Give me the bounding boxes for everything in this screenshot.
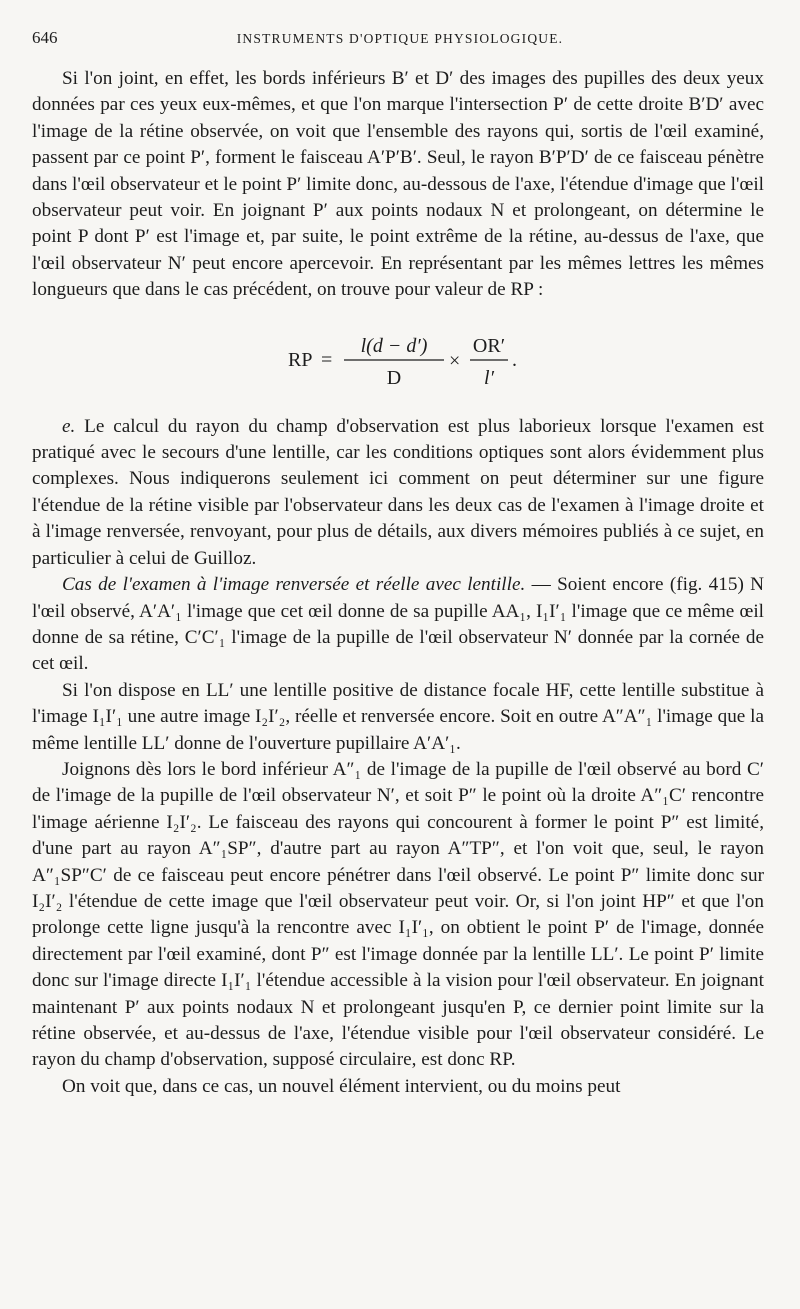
formula-denominator-1: D — [386, 366, 402, 389]
formula-equals: = — [321, 348, 333, 371]
paragraph-4: Si l'on dispose en LL′ une lentille positive de distance focale HF, cette lentille substitue à l'image I₁I′₁ une autre image I₂I′₂, réelle et renversée encore. Soit en outre A″A″₁ l'image que la même lentille LL′ donne de l'ouverture pupillaire A′A′₁. — [32, 679, 764, 754]
page-header — [32, 28, 768, 52]
formula-numerator-2: OR′ — [472, 334, 506, 357]
paragraph-2-label: e. — [62, 415, 76, 437]
formula-end: . — [512, 348, 517, 371]
paragraph-2 — [32, 414, 764, 572]
paragraph-2-text: Le calcul du rayon du champ d'observation est plus laborieux lorsque l'examen est pratiqué avec le secours d'une lentille, car les conditions optiques sont alors évidemment plus complexes. Nous indiquerons seulement ici comment on peut déterminer sur une figure l'étendue de la rétine visible par l'observateur dans les deux cas de l'examen à l'image droite et à l'image renversée, renvoyant, pour plus de détails, aux divers mémoires publiés à ce sujet, en particulier à celui de Guilloz. — [32, 415, 764, 569]
page-number: 646 — [32, 28, 58, 47]
paragraph-5: Joignons dès lors le bord inférieur A″₁ de l'image de la pupille de l'œil observé au bord C′ de l'image de la pupille de l'œil observateur N′, et soit P″ le point où la droite A″₁C′ rencontre l'image aérienne I₂I′₂. Le faisceau des rayons qui concourent à former le point P″ est limité, d'une part au rayon A″₁SP″, d'autre part au rayon A″TP″, et l'on voit que, seul, le rayon A″₁SP″C′ de ce faisceau peut encore pénétrer dans l'œil observé. Le point P″ limite donc sur I₂I′₂ l'étendue de cette image que l'œil observateur peut voir. Or, si l'on joint HP″ et que l'on prolonge cette ligne jusqu'à la rencontre avec I₁I′₁, on obtient le point P′ de l'image, donnée directement par l'œil examiné, dont P″ est l'image donnée par la lentille LL′. Le point P′ limite donc sur l'image directe I₁I′₁ l'étendue accessible à la vision pour l'œil observateur. En joignant maintenant P′ aux points nodaux N et prolongeant jusqu'en P, ce dernier point limite sur la rétine observée, et au-dessus de l'axe, l'étendue visible pour l'œil observateur considéré. Le rayon du champ d'observation, supposé circulaire, est donc RP. — [32, 758, 764, 1071]
formula-rp — [32, 322, 764, 394]
formula-lhs: RP — [288, 348, 313, 371]
page-body — [32, 66, 764, 1100]
formula-times: × — [449, 349, 461, 372]
running-title: INSTRUMENTS D'OPTIQUE PHYSIOLOGIQUE. — [236, 31, 564, 46]
formula-denominator-2: l′ — [484, 366, 494, 389]
paragraph-3 — [32, 572, 764, 678]
formula-numerator-1: l(d − d′) — [360, 334, 428, 357]
paragraph-6: On voit que, dans ce cas, un nouvel élément intervient, ou du moins peut — [62, 1075, 621, 1097]
paragraph-3-title: Cas de l'examen à l'image renversée et réelle avec lentille. — [62, 574, 526, 596]
formula-svg — [32, 322, 764, 394]
paragraph-1: Si l'on joint, en effet, les bords inférieurs B′ et D′ des images des pupilles des deux yeux données par ces yeux eux-mêmes, et que l'on marque l'intersection P′ de cette droite B′D′ avec l'image de la rétine observée, on voit que l'ensemble des rayons qui, sortis de l'œil examiné, passent par ce point P′, forment le faisceau A′P′B′. Seul, le rayon B′P′D′ de ce faisceau pénètre dans l'œil observateur et le point P′ limite donc, au-dessous de l'axe, l'étendue d'image que l'œil observateur peut voir. En joignant P′ aux points nodaux N et prolongeant, on détermine le point P dont P′ est l'image et, par suite, le point extrême de la rétine, au-dessus de l'axe, que l'œil observateur N′ peut encore apercevoir. En représentant par les mêmes lettres les mêmes longueurs que dans le cas précédent, on trouve pour valeur de RP : — [32, 68, 764, 301]
paragraph-3-text: — Soient encore (fig. 415) N l'œil observé, A′A′₁ l'image que cet œil donne de sa pupille AA₁, I₁I′₁ l'image que ce même œil donne de sa rétine, C′C′₁ l'image de la pupille de l'œil observateur N′ donnée par la cornée de cet œil. — [32, 574, 764, 675]
